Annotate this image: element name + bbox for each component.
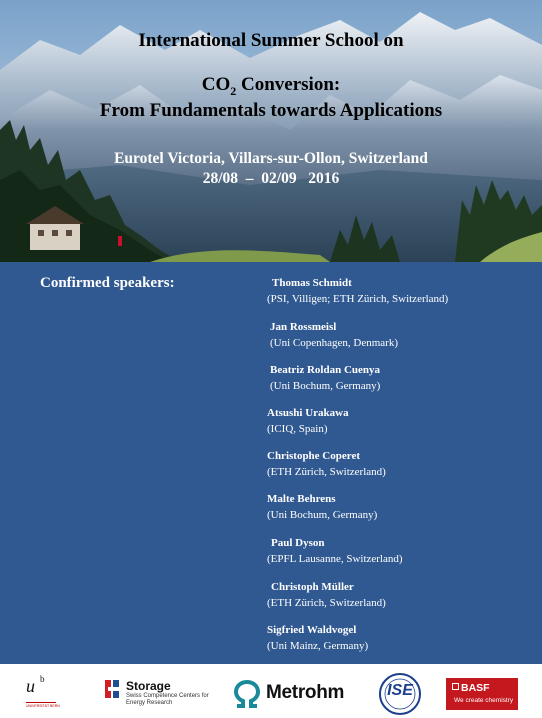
speaker-entry <box>267 405 349 437</box>
ise-text: ISE <box>387 682 413 699</box>
speaker-name: Sigfried Waldvogel <box>267 624 357 636</box>
speaker-name: Thomas Schmidt <box>272 277 352 289</box>
storage-subtitle: Swiss Competence Centers for Energy Research <box>126 693 209 706</box>
speaker-affiliation: (EPFL Lausanne, Switzerland) <box>267 553 403 565</box>
unibe-logo <box>26 676 66 712</box>
title-subscript-2: 2 <box>230 83 237 98</box>
speaker-affiliation: (Uni Copenhagen, Denmark) <box>270 337 398 349</box>
unibe-divider <box>26 702 56 703</box>
speakers-panel <box>0 262 542 664</box>
basf-text: BASF <box>461 682 490 694</box>
dates-text <box>0 170 542 188</box>
sponsor-logos <box>0 664 542 718</box>
title-line-1: International Summer School on <box>138 30 404 51</box>
ise-logo <box>378 672 422 716</box>
header-photo <box>0 0 542 262</box>
speaker-name: Christophe Coperet <box>267 450 360 462</box>
speaker-affiliation: (ETH Zürich, Switzerland) <box>267 597 386 609</box>
speaker-name: Christoph Müller <box>271 581 354 593</box>
basf-square-icon <box>452 683 459 690</box>
speaker-name: Beatriz Roldan Cuenya <box>270 364 380 376</box>
metrohm-omega-icon <box>232 680 262 708</box>
speaker-affiliation: (Uni Mainz, Germany) <box>267 640 369 652</box>
speaker-entry <box>267 535 403 567</box>
speaker-entry <box>270 319 398 351</box>
speaker-name: Jan Rossmeisl <box>270 321 337 333</box>
unibe-small-text: UNIVERSITÄT BERN <box>26 704 60 708</box>
speaker-name: Atsushi Urakawa <box>267 407 349 419</box>
speaker-affiliation: (ETH Zürich, Switzerland) <box>267 466 386 478</box>
speaker-entry <box>267 579 386 611</box>
speaker-entry <box>267 622 368 654</box>
speaker-entry <box>267 491 377 523</box>
title-line-2 <box>0 74 542 99</box>
speaker-affiliation: (PSI, Villigen; ETH Zürich, Switzerland) <box>267 293 449 305</box>
unibe-sup: b <box>40 674 45 684</box>
unibe-mark: u <box>26 676 35 696</box>
speaker-entry <box>267 448 386 480</box>
basf-logo <box>446 678 518 710</box>
speakers-heading: Confirmed speakers: <box>40 275 175 291</box>
basf-slogan: We create chemistry <box>454 697 514 704</box>
speaker-entry <box>270 362 380 394</box>
dates-value: 28/08 – 02/09 2016 <box>202 170 340 187</box>
storage-battery-icon <box>104 678 124 700</box>
storage-logo <box>104 678 214 712</box>
speaker-affiliation: (Uni Bochum, Germany) <box>270 380 381 392</box>
speaker-entry <box>267 275 448 307</box>
venue-text: Eurotel Victoria, Villars-sur-Ollon, Switzerland <box>114 150 428 167</box>
title-co: CO <box>201 74 231 95</box>
storage-title: Storage <box>126 679 171 693</box>
title-conversion: Conversion: <box>236 74 341 95</box>
speaker-affiliation: (Uni Bochum, Germany) <box>267 509 378 521</box>
metrohm-text: Metrohm <box>266 682 345 703</box>
metrohm-logo <box>232 680 357 712</box>
speaker-affiliation: (ICIQ, Spain) <box>267 423 328 435</box>
title-line-3: From Fundamentals towards Applications <box>99 100 443 121</box>
speaker-name: Paul Dyson <box>271 537 325 549</box>
speaker-name: Malte Behrens <box>267 493 336 505</box>
